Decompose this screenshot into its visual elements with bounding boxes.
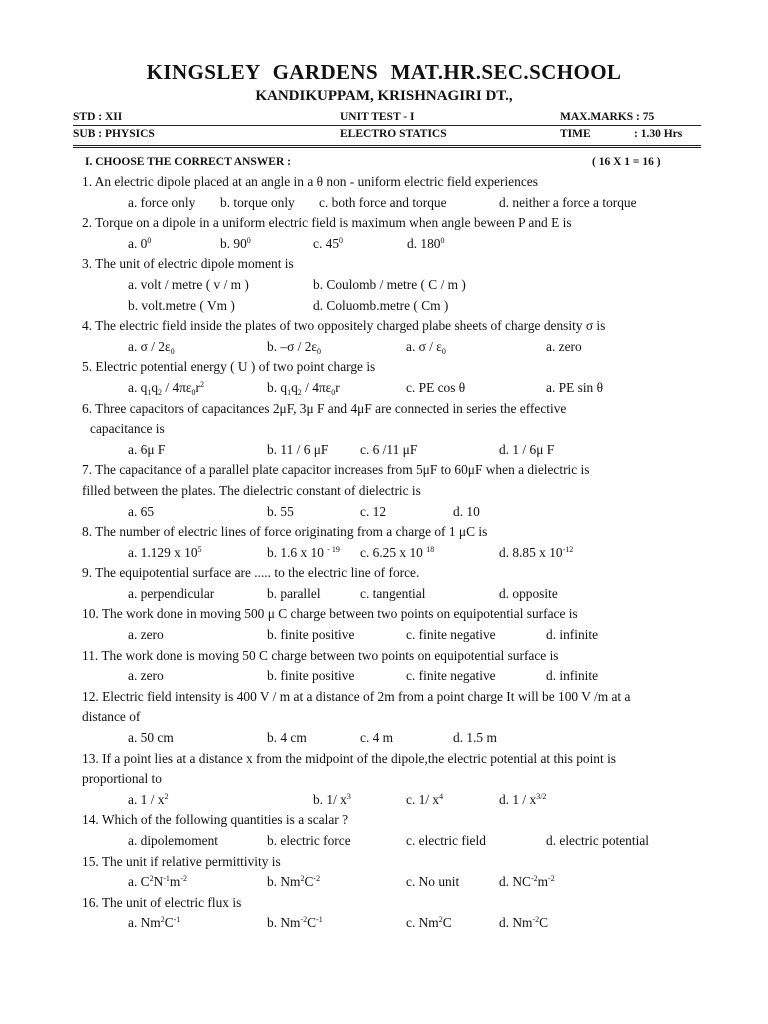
answer-option: b. 1/ $x^3$ [313,791,351,807]
answer-option: b. Coulomb / metre ( C / m ) [313,276,466,292]
answer-option: b. torque only [220,194,295,210]
options-row [82,296,707,317]
answer-option: c. electric field [406,833,486,848]
options-row [82,502,707,523]
answer-option: a. dipolemoment [128,833,218,848]
options-row [82,790,707,811]
options-row [82,831,707,852]
answer-option: b. finite positive [267,668,355,684]
question-text: 13. If a point lies at a distance x from the midpoint of the dipole,the electric potential at this point is [82,750,617,766]
answer-option: d. 10 [453,503,480,519]
question-text: filled between the plates. The dielectric constant of dielectric is [82,482,421,498]
question-text: 9. The equipotential surface are ..... to the electric line of force. [82,565,420,581]
question-text: 3. The unit of electric dipole moment is [82,256,294,272]
answer-option: d. $Nm^{-2}C$ [499,915,549,931]
answer-option: c. 12 [360,503,387,519]
question-text: 5. Electric potential energy ( U ) of two point charge is [82,359,376,375]
options-row [82,584,707,605]
school-name: KINGSLEY GARDENS MAT.HR.SEC.SCHOOL [146,60,622,84]
answer-option: a. 65 [128,503,155,519]
time-label: TIME [560,128,591,140]
header-divider [73,125,701,126]
question-text: 8. The number of electric lines of force originating from a charge of 1 μC is [82,524,488,540]
answer-option: d. $1 / x^{3/2}$ [499,791,547,807]
options-row [82,440,707,461]
answer-option: c. 6 /11 μF [360,441,418,457]
answer-option: d. infinite [546,668,599,684]
section-title: I. CHOOSE THE CORRECT ANSWER : [85,156,291,168]
question-text: 16. The unit of electric flux is [82,894,242,910]
options-row [82,543,707,564]
answer-option: a. 6μ F [128,441,166,457]
answer-option: d. $NC^{-2}m^{-2}$ [499,874,555,890]
question-text: 7. The capacitance of a parallel plate capacitor increases from 5μF to 60μF when a dielectric is [82,462,590,478]
options-row [82,234,707,255]
test-topic: ELECTRO STATICS [340,128,447,140]
options-row [82,872,707,893]
answer-option: a. 1.129 x $10^5$ [128,544,202,560]
answer-option: c. both force and torque [319,194,447,210]
question-text: 10. The work done in moving 500 μ C charge between two points on equipotential surface is [82,606,578,622]
question-text: capacitance is [90,421,165,437]
answer-option: b. parallel [267,585,321,601]
std-label: STD : XII [73,111,123,123]
answer-option: a. $Nm^2C^{-1}$ [128,915,181,931]
header-double-divider [73,145,701,148]
answer-option: a. volt / metre ( v / m ) [128,276,249,292]
answer-option: d. infinite [546,627,599,643]
question-text: 2. Torque on a dipole in a uniform electric field is maximum when angle beween P and E is [82,215,572,231]
answer-option: c. finite negative [406,627,496,643]
question-text: 6. Three capacitors of capacitances 2μF, 3μ F and 4μF are connected in series the effective [82,400,567,416]
answer-option: c. $45^0$ [313,235,344,251]
answer-option: b. electric force [267,833,351,848]
options-row [82,337,707,358]
answer-option: c. tangential [360,585,426,601]
question-text: 15. The unit if relative permittivity is [82,853,281,869]
options-row [82,193,707,214]
answer-option: b. $q_1q_2 / 4\pi\varepsilon_0r$ [267,379,340,397]
answer-option: d. Coluomb.metre ( Cm ) [313,297,449,313]
question-text: 1. An electric dipole placed at an angle in a θ non - uniform electric field experiences [82,174,538,189]
answer-option: c. Nm$^2$C [406,915,452,931]
options-row [82,666,707,687]
options-row [82,728,707,749]
answer-option: c. 6.25 x 10 $^{18}$ [360,544,435,560]
answer-option: a. $q_1q_2 / 4\pi\varepsilon_0r^2$ [128,379,205,397]
answer-option: a. zero [128,668,164,684]
answer-option: a. zero [128,627,164,643]
question-text: 12. Electric field intensity is 400 V / m at a distance of 2m from a point charge It will be 100 V /m at a [82,688,631,704]
answer-option: a. perpendicular [128,585,215,601]
question-text: proportional to [82,771,162,787]
test-name: UNIT TEST - I [340,111,415,123]
school-location: KANDIKUPPAM, KRISHNAGIRI DT., [255,88,513,104]
options-row [82,625,707,646]
answer-option: d. $180^0$ [407,235,445,251]
question-text: 14. Which of the following quantities is a scalar ? [82,812,349,828]
answer-option: b. $Nm^2C^{-2}$ [267,874,321,890]
options-row [82,275,707,296]
answer-option: d. neither a force a torque [499,194,637,210]
question-list [82,172,707,934]
subject-label: SUB : PHYSICS [73,128,155,140]
options-row [82,378,707,399]
answer-option: d. electric potential [546,833,649,848]
answer-option: a. PE sin θ [546,379,604,395]
options-row [82,913,707,934]
answer-option: b. 11 / 6 μF [267,441,329,457]
question-text: 4. The electric field inside the plates of two oppositely charged plabe sheets of charge density σ is [82,318,606,334]
answer-option: b. 1.6 x 10 $^{- 19}$ [267,544,340,560]
section-marks: ( 16 X 1 = 16 ) [592,156,661,168]
answer-option: c. No unit [406,874,460,890]
answer-option: c. 1/ $x^4$ [406,791,444,807]
answer-option: b. volt.metre ( Vm ) [128,297,235,313]
answer-option: c. finite negative [406,668,496,684]
answer-option: a. $0^0$ [128,235,152,251]
answer-option: b. $-\sigma / 2\varepsilon_0$ [267,338,322,356]
answer-option: a. σ / $2\varepsilon_0$ [128,338,175,356]
answer-option: b. 4 cm [267,730,307,746]
answer-option: b. 55 [267,503,294,519]
answer-option: d. opposite [499,585,558,601]
question-text: distance of [82,709,141,725]
answer-option: b. finite positive [267,627,355,643]
answer-option: b. $Nm^{-2}C^{-1}$ [267,915,323,931]
answer-option: b. $90^0$ [220,235,251,251]
answer-option: d. 8.85 x $10^{-12}$ [499,544,574,560]
answer-option: a. $1 / x^2$ [128,791,169,807]
answer-option: c. 4 m [360,730,394,746]
time-value: : 1.30 Hrs [634,128,683,140]
answer-option: c. PE cos θ [406,379,466,395]
answer-option: a. force only [128,194,196,210]
answer-option: a. $C^2N^{-1}m^{-2}$ [128,874,188,890]
answer-option: d. 1 / 6μ F [499,441,555,457]
answer-option: a. zero [546,338,582,354]
answer-option: a. 50 cm [128,730,174,746]
answer-option: a. σ / $\varepsilon_0$ [406,338,446,356]
max-marks: MAX.MARKS : 75 [560,111,655,123]
question-text: 11. The work done is moving 50 C charge between two points on equipotential surface is [82,647,559,663]
answer-option: d. 1.5 m [453,730,497,746]
